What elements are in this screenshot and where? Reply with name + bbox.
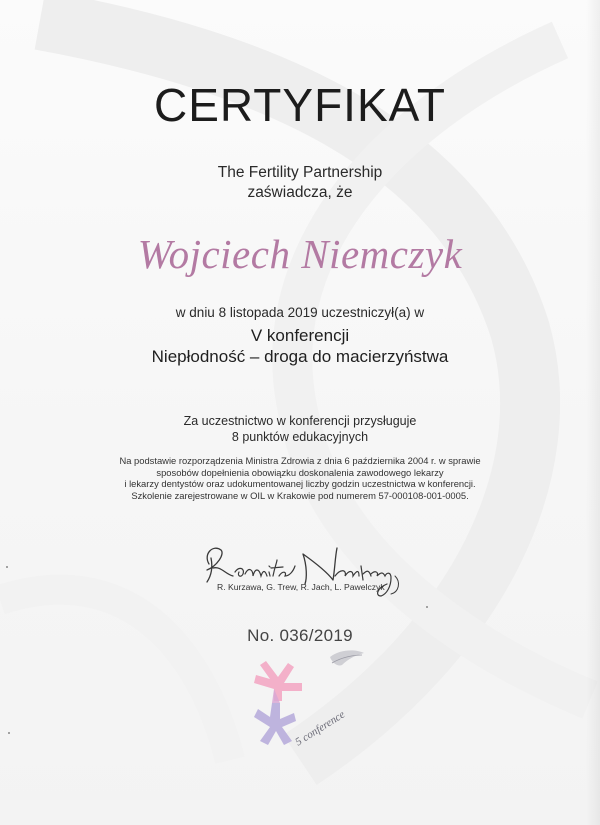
legal-line: sposobów dopełnienia obowiązku doskonalenia zawodowego lekarzy xyxy=(156,466,444,478)
certifies-text: zaświadcza, że xyxy=(247,184,353,201)
legal-line: Na podstawie rozporządzenia Ministra Zdrowia z dnia 6 października 2004 r. w sprawie xyxy=(119,455,481,466)
scan-speck xyxy=(8,732,10,734)
points-line-1: Za uczestnictwo w konferencji przysługuje xyxy=(183,414,417,428)
conference-logo xyxy=(232,643,372,753)
legal-line: i lekarzy dentystów oraz udokumentowanej liczby godzin uczestnictwa w konferencji. xyxy=(124,478,476,490)
scan-speck xyxy=(6,566,8,568)
committee-members: R. Kurzawa, G. Trew, R. Jach, L. Pawelczyk xyxy=(217,582,385,592)
scan-speck xyxy=(426,606,428,608)
certificate-number: No. 036/2019 xyxy=(247,626,353,645)
svg-text:5 conference: 5 conference xyxy=(293,708,348,749)
certificate-title: CERTYFIKAT xyxy=(154,79,446,131)
feather-icon xyxy=(330,650,364,665)
legal-notice xyxy=(0,455,600,501)
recipient-name: Wojciech Niemczyk xyxy=(137,231,463,277)
legal-line: Szkolenie zarejestrowane w OIL w Krakowie pod numerem 57-000108-001-0005. xyxy=(131,489,469,501)
conference-name: Niepłodność – droga do macierzyństwa xyxy=(151,347,449,366)
points-line-2: 8 punktów edukacyjnych xyxy=(231,430,369,444)
attendance-line: w dniu 8 listopada 2019 uczestniczył(a) w xyxy=(175,305,425,320)
conference-number: V konferencji xyxy=(250,326,350,345)
logo-figure-icon xyxy=(254,661,302,745)
issuer-name: The Fertility Partnership xyxy=(217,164,383,181)
